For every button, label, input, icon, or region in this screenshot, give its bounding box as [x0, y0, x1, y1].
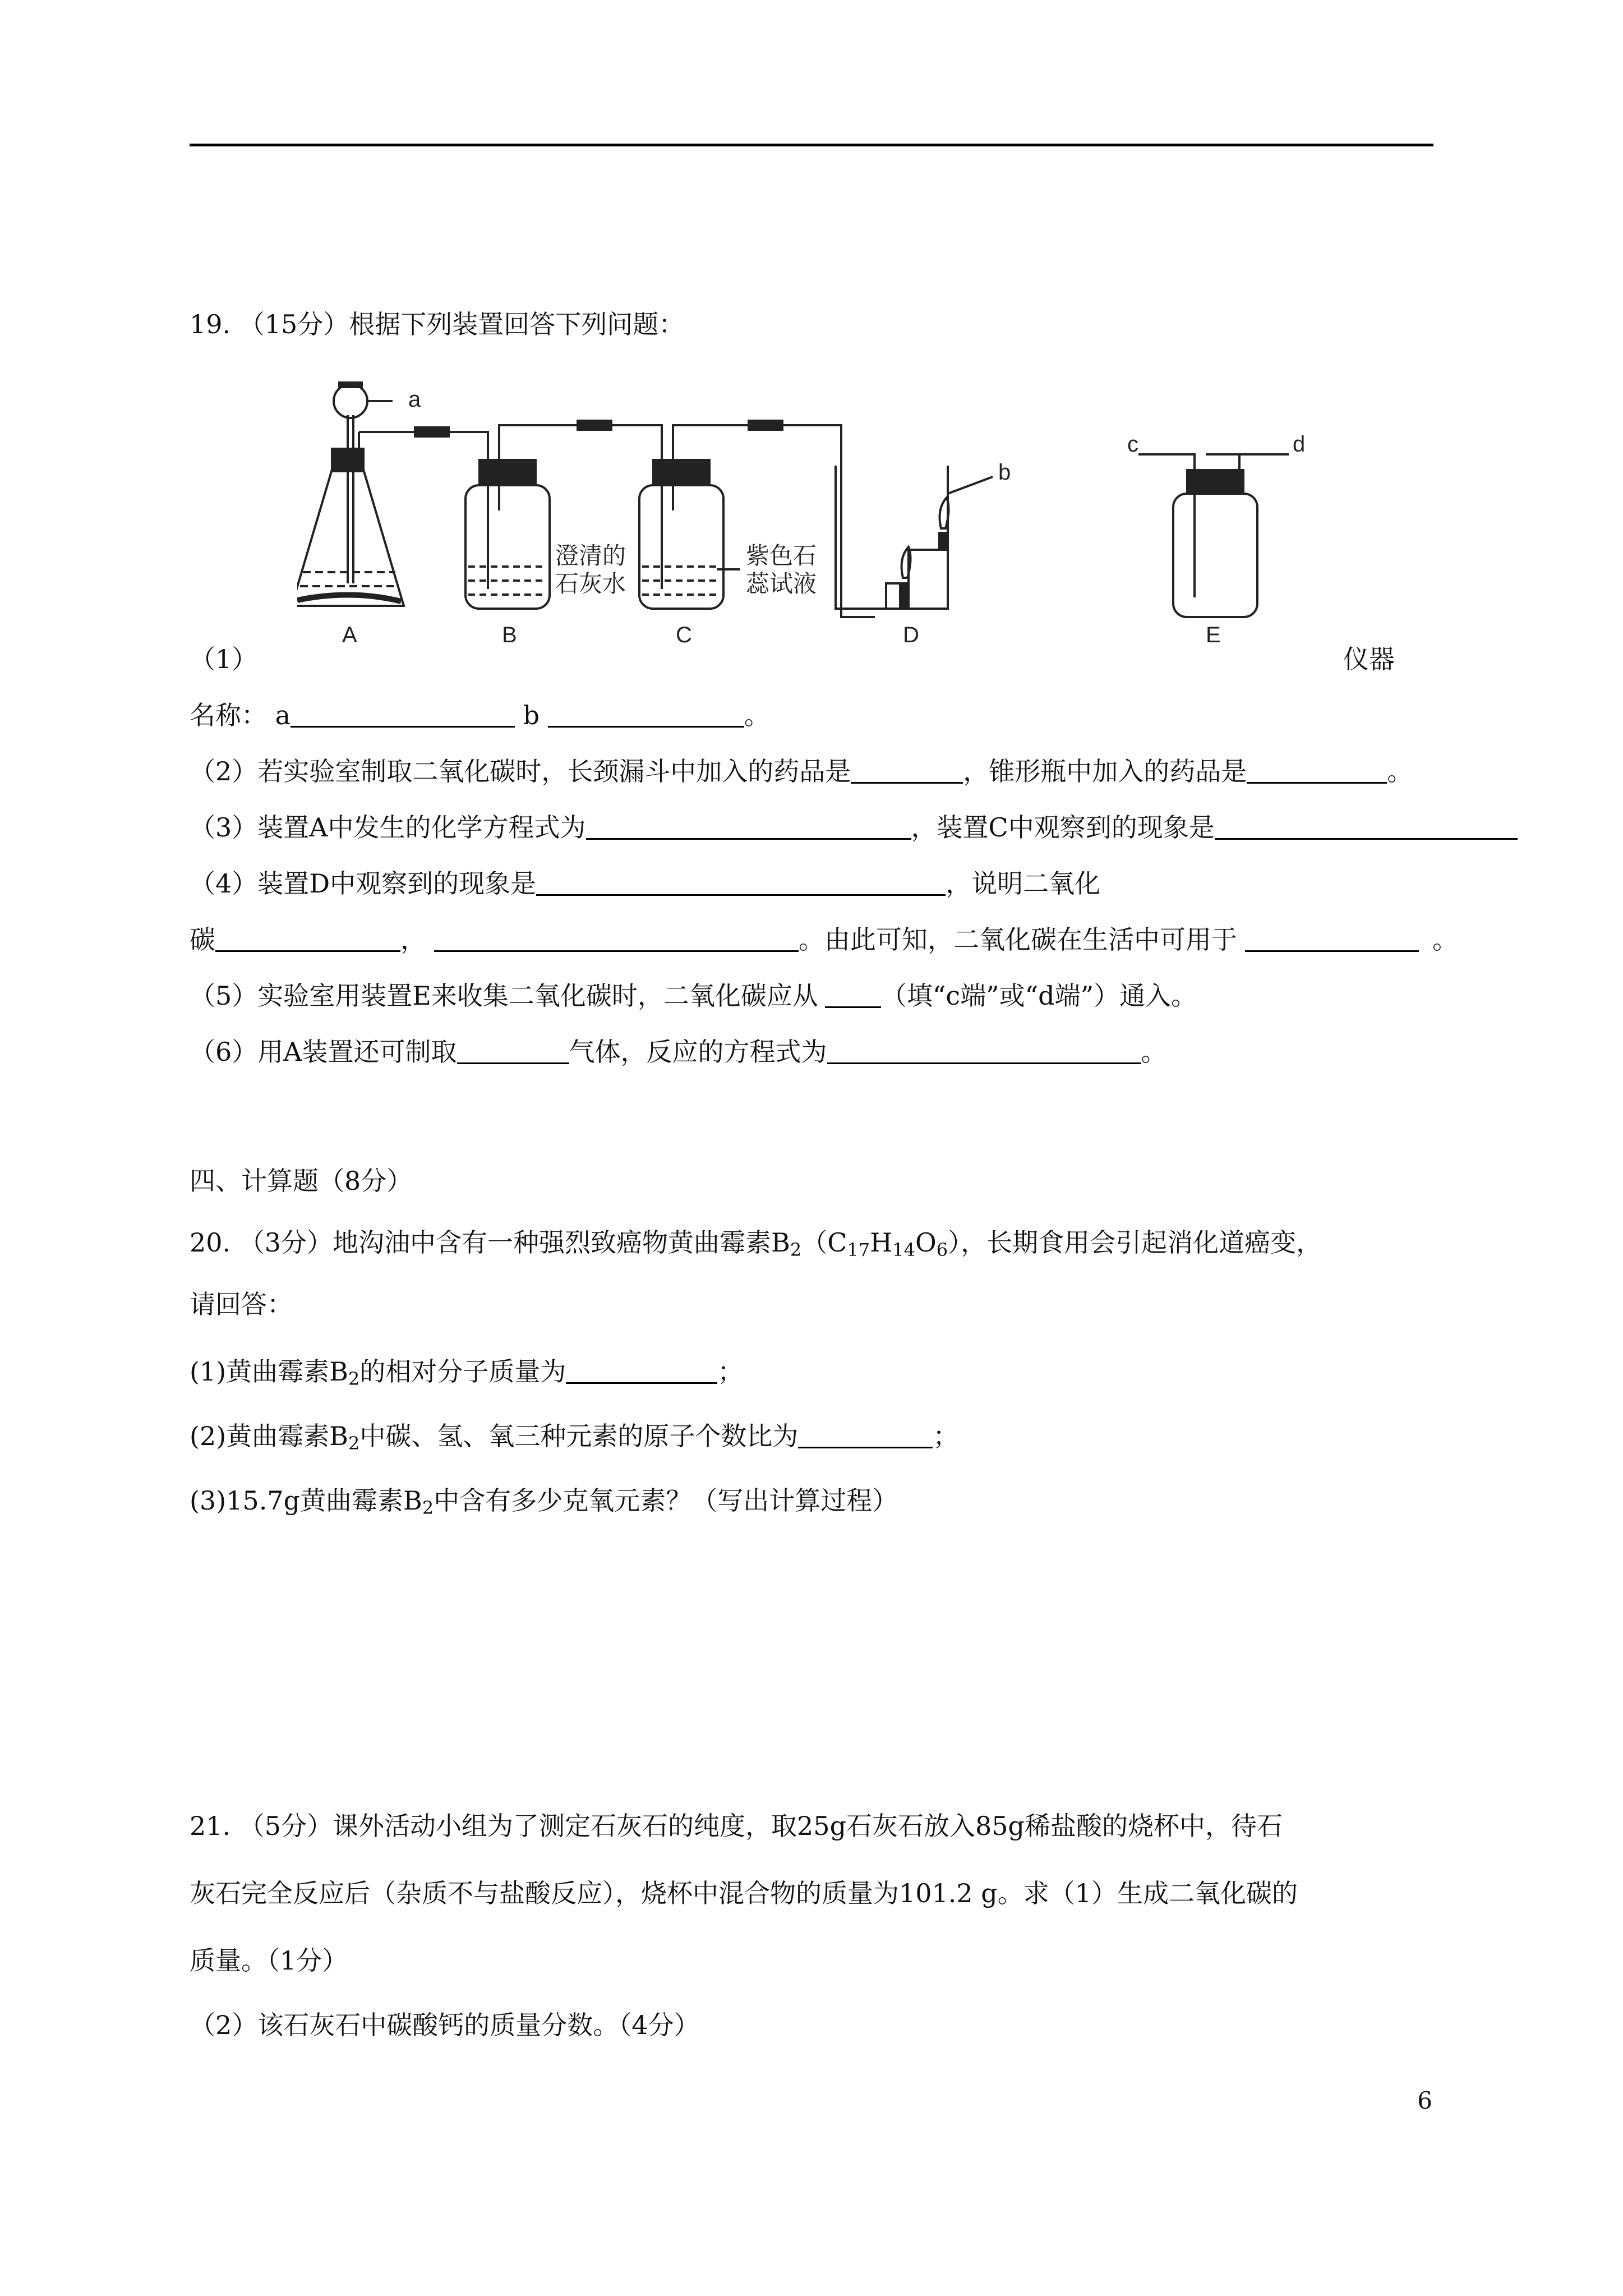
- q21-line1: 21. （5分）课外活动小组为了测定石灰石的纯度，取25g石灰石放入85g稀盐酸的烧杯中，待石: [190, 1811, 1283, 1841]
- bottle-C-label-2: 蕊试液: [746, 570, 817, 597]
- caption-B: B: [502, 623, 517, 647]
- answer-blank[interactable]: [457, 1037, 569, 1064]
- answer-blank[interactable]: [825, 981, 881, 1008]
- page-number: 6: [1417, 2087, 1432, 2114]
- q20-p3: (3)15.7g黄曲霉素B2中含有多少克氧元素？（写出计算过程）: [190, 1485, 898, 1519]
- caption-C: C: [676, 623, 692, 647]
- q19-p1-label: （1）: [190, 644, 258, 674]
- beaker-D: [836, 466, 993, 609]
- flask-A: [297, 381, 404, 606]
- apparatus-diagram: [297, 381, 1402, 651]
- answer-blank[interactable]: [536, 868, 946, 896]
- answer-blank[interactable]: [827, 1037, 1141, 1064]
- q19-title: 19. （15分）根据下列装置回答下列问题：: [190, 309, 685, 339]
- answer-blank[interactable]: [851, 756, 963, 784]
- q19-p6: （6）用A装置还可制取 气体，反应的方程式为 。: [190, 1037, 1167, 1067]
- answer-blank[interactable]: [215, 924, 400, 952]
- bottle-C-label-1: 紫色石: [746, 542, 817, 569]
- bottle-E: [1138, 454, 1289, 617]
- q20-line2: 请回答：: [190, 1289, 293, 1319]
- q20-line1: 20. （3分）地沟油中含有一种强烈致癌物黄曲霉素B2（C17H14O6），长期食用会引起消化道癌变，: [190, 1227, 1322, 1260]
- q20-p2: (2)黄曲霉素B2中碳、氢、氧三种元素的原子个数比为 ；: [190, 1421, 959, 1454]
- q19-p1-tail: 仪器: [1343, 644, 1395, 674]
- answer-blank[interactable]: [434, 924, 799, 952]
- answer-blank-a[interactable]: [291, 700, 515, 728]
- label-c: c: [1127, 432, 1138, 457]
- answer-blank[interactable]: [586, 812, 911, 840]
- bottle-C: [639, 460, 723, 609]
- q19-p4-line2: 碳 ， 。由此可知，二氧化碳在生活中可用于 。: [190, 924, 1458, 955]
- q19-p4-line1: （4）装置D中观察到的现象是 ，说明二氧化: [190, 868, 1101, 899]
- answer-blank[interactable]: [1245, 924, 1419, 952]
- caption-D: D: [903, 623, 919, 647]
- q19-p3: （3）装置A中发生的化学方程式为 ，装置C中观察到的现象是: [190, 811, 1518, 844]
- section-heading: 四、计算题（8分）: [190, 1166, 413, 1196]
- answer-blank[interactable]: [566, 1356, 717, 1384]
- bottle-B: [465, 460, 550, 609]
- header-rule: [190, 144, 1433, 146]
- q21-line4: （2）该石灰石中碳酸钙的质量分数。（4分）: [190, 2010, 700, 2040]
- label-b: b: [998, 460, 1011, 485]
- bottle-B-label-1: 澄清的: [555, 542, 626, 569]
- answer-blank-b[interactable]: [548, 700, 744, 728]
- q21-line2: 灰石完全反应后（杂质不与盐酸反应），烧杯中混合物的质量为101.2 g。求（1）生成二氧化碳的: [190, 1878, 1298, 1908]
- answer-blank[interactable]: [1247, 756, 1387, 784]
- caption-A: A: [342, 623, 357, 647]
- answer-blank[interactable]: [1215, 812, 1518, 840]
- q21-line3: 质量。（1分）: [190, 1945, 348, 1976]
- bottle-B-label-2: 石灰水: [555, 570, 626, 597]
- q19-p1-names: 名称： a b 。: [190, 700, 770, 730]
- label-d: d: [1293, 432, 1306, 457]
- q19-p5: （5）实验室用装置E来收集二氧化碳时，二氧化碳应从 （填“c端”或“d端”）通入。: [190, 981, 1197, 1011]
- q20-p1: (1)黄曲霉素B2的相对分子质量为 ；: [190, 1356, 744, 1389]
- label-a: a: [408, 387, 421, 412]
- q19-p2: （2）若实验室制取二氧化碳时，长颈漏斗中加入的药品是 ，锥形瓶中加入的药品是 。: [190, 756, 1413, 786]
- caption-E: E: [1206, 623, 1221, 647]
- answer-blank[interactable]: [798, 1421, 933, 1448]
